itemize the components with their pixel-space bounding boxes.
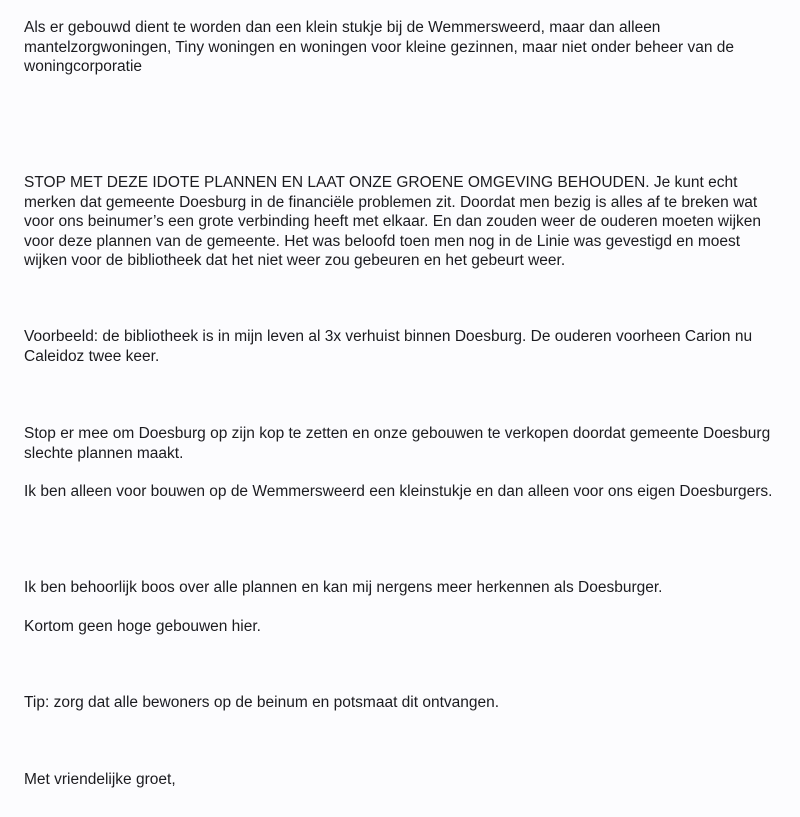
paragraph-example-library: Voorbeeld: de bibliotheek is in mijn leven al 3x verhuist binnen Doesburg. De ouderen voorheen Carion nu Caleidoz twee keer. [24, 328, 753, 365]
paragraph-stop-plans: STOP MET DEZE IDOTE PLANNEN EN LAAT ONZE GROENE OMGEVING BEHOUDEN. Je kunt echt merken dat gemeente Doesburg in de financiële problemen zit. Doordat men bezig is alles af te breken wat voor ons beinumer’s een grote verbinding heeft met elkaar. En dan zouden weer de ouderen moeten wijken voor deze plannen van de gemeente. Het was beloofd toen men nog in de Linie was gevestigd en moest wijken voor de bibliotheek dat het niet weer zou gebeuren en het gebeurt weer. [24, 174, 762, 269]
paragraph-building-wemmersweerd: Als er gebouwd dient te worden dan een klein stukje bij de Wemmersweerd, maar dan alleen mantelzorgwoningen, Tiny woningen en woningen voor kleine gezinnen, maar niet onder beheer van de woningcorporatie [24, 19, 735, 75]
paragraph-no-tall-buildings: Kortom geen hoge gebouwen hier. [24, 618, 261, 635]
paragraph-tip: Tip: zorg dat alle bewoners op de beinum en potsmaat dit ontvangen. [24, 694, 500, 711]
paragraph-angry: Ik ben behoorlijk boos over alle plannen en kan mij nergens meer herkennen als Doesburger. [24, 579, 663, 596]
paragraph-build-for-doesburgers: Ik ben alleen voor bouwen op de Wemmersweerd een kleinstukje en dan alleen voor ons eigen Doesburgers. [24, 483, 773, 500]
paragraph-stop-selling-buildings: Stop er mee om Doesburg op zijn kop te zetten en onze gebouwen te verkopen doordat gemeente Doesburg slechte plannen maakt. [24, 425, 771, 462]
closing-greeting: Met vriendelijke groet, [24, 771, 176, 788]
